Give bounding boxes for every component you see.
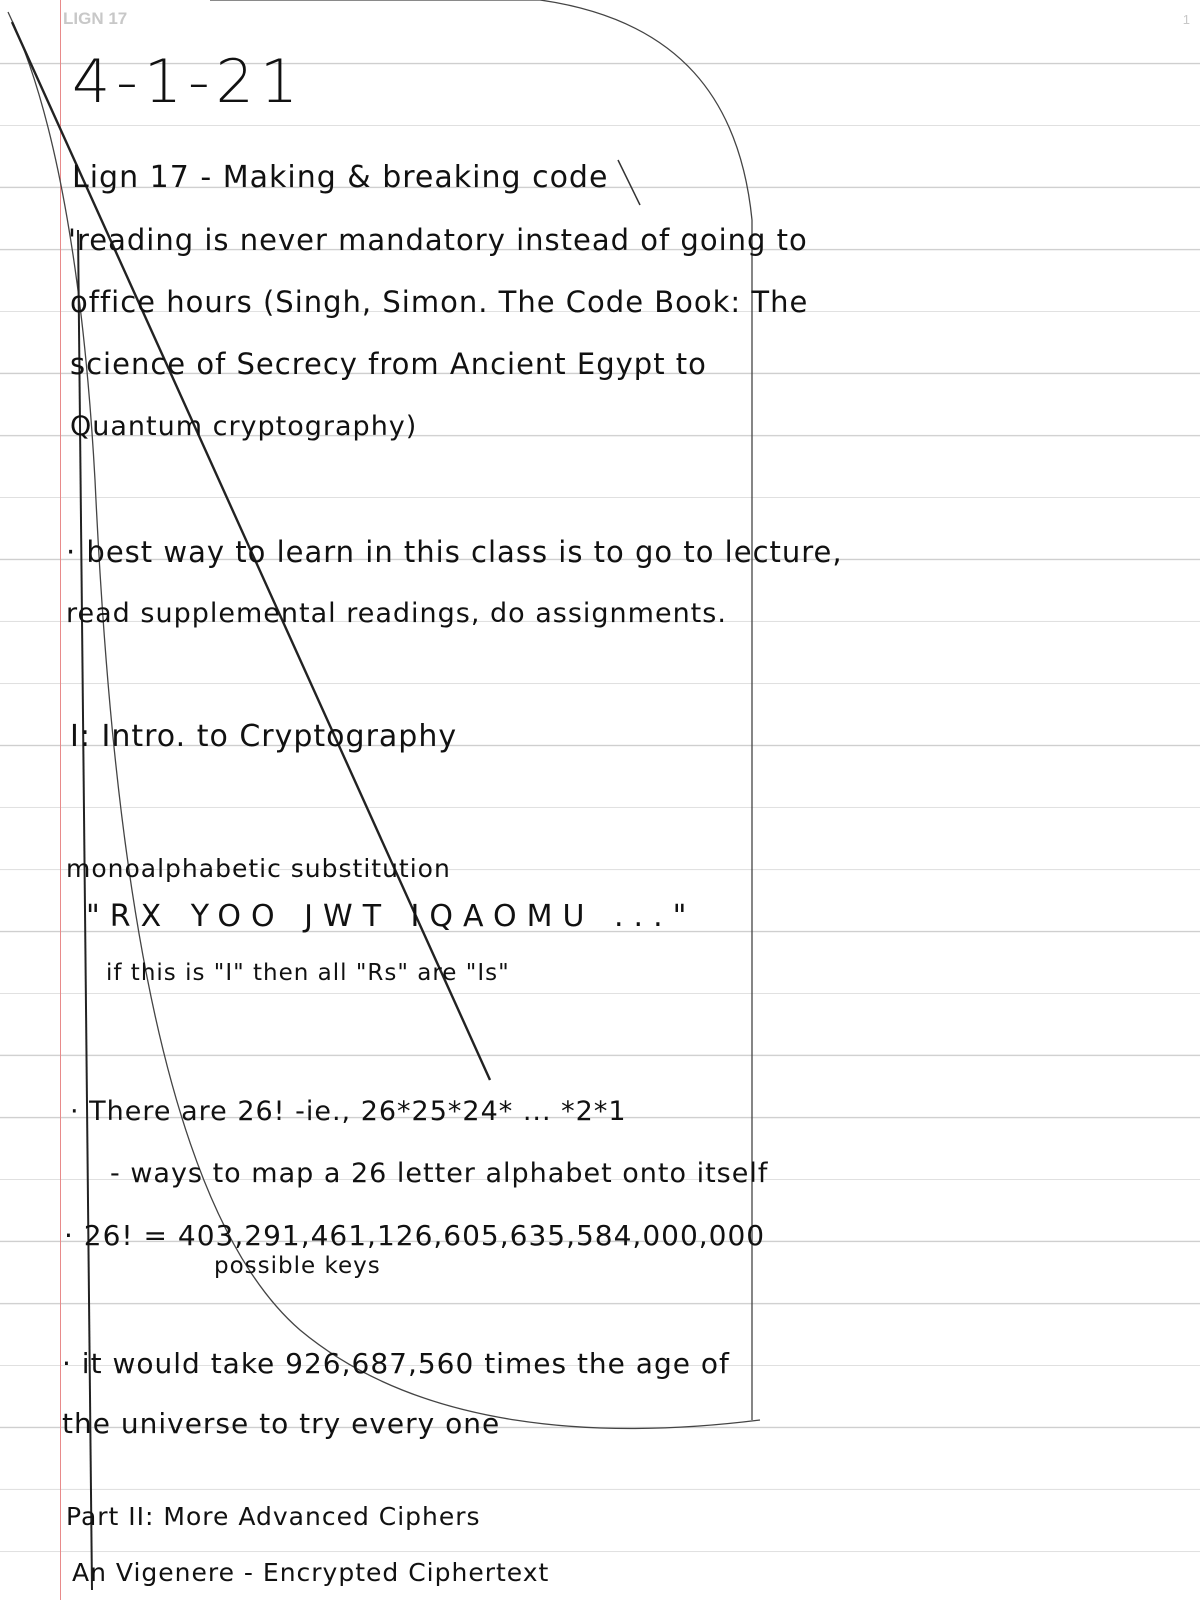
course-label: LIGN 17 xyxy=(63,9,128,28)
note-line: · There are 26! -ie., 26*25*24* ... *2*1 xyxy=(70,1096,627,1127)
word-underline-mark xyxy=(618,160,640,205)
note-line: 'reading is never mandatory instead of going to xyxy=(68,223,808,257)
note-line: · best way to learn in this class is to go to lecture, xyxy=(66,535,843,569)
outline-curve-right xyxy=(210,0,752,1420)
note-date: 4-1-21 xyxy=(72,47,304,117)
note-line: An Vigenere - Encrypted Ciphertext xyxy=(72,1558,550,1587)
note-line: - ways to map a 26 letter alphabet onto itself xyxy=(110,1158,769,1189)
page-number: 1 xyxy=(1182,12,1190,27)
section-heading: I: Intro. to Cryptography xyxy=(70,719,458,754)
section-heading: Part II: More Advanced Ciphers xyxy=(66,1502,481,1531)
note-line: · 26! = 403,291,461,126,605,635,584,000,000 xyxy=(64,1219,766,1252)
cipher-example: "RX YOO JWT IQAOMU ..." xyxy=(86,899,697,934)
note-line: office hours (Singh, Simon. The Code Book: The xyxy=(70,285,809,319)
note-line: monoalphabetic substitution xyxy=(66,854,451,883)
note-line: if this is "I" then all "Rs" are "Is" xyxy=(106,960,510,986)
note-line: science of Secrecy from Ancient Egypt to xyxy=(70,347,707,381)
note-line: possible keys xyxy=(214,1253,381,1279)
note-line: Quantum cryptography) xyxy=(70,411,418,442)
note-line: Lign 17 - Making & breaking code xyxy=(72,160,609,195)
note-line: the universe to try every one xyxy=(62,1407,501,1440)
note-line: · it would take 926,687,560 times the age of xyxy=(62,1347,730,1380)
note-line: read supplemental readings, do assignments. xyxy=(66,598,727,629)
